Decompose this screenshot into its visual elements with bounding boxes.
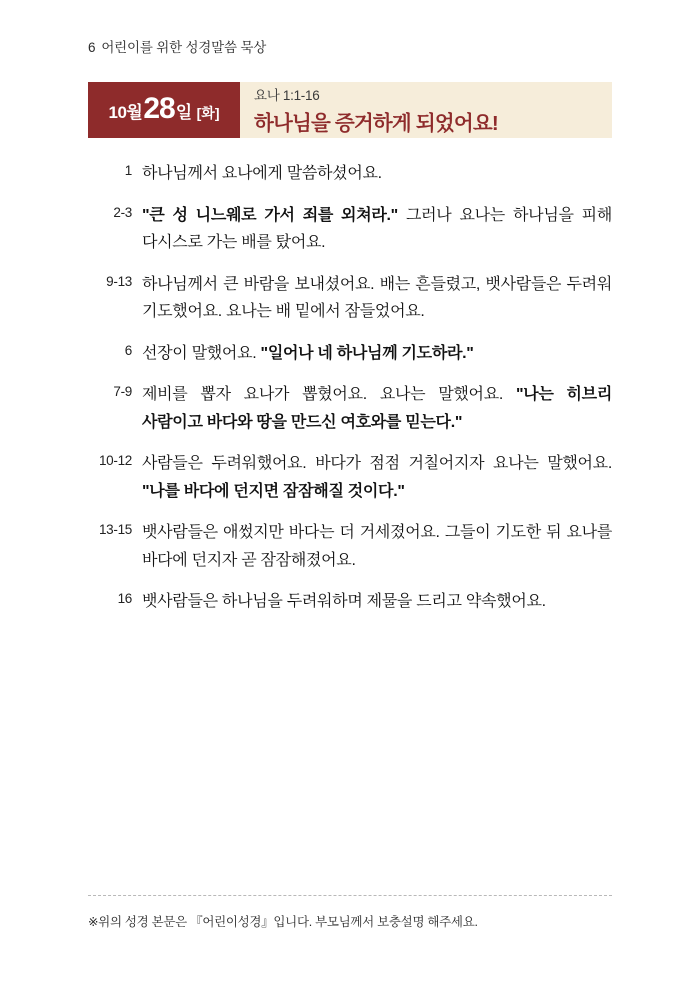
date-month: 10월 xyxy=(108,103,143,122)
verse-number: 9-13 xyxy=(106,273,132,289)
verse-number: 6 xyxy=(124,342,132,358)
verse-plain: 하나님께서 큰 바람을 보내셨어요. 배는 흔들렸고, 뱃사람들은 두려워 기도했어요. 요나는 배 밑에서 잠들었어요. xyxy=(142,275,612,321)
verse-row xyxy=(88,450,612,505)
verse-row xyxy=(88,340,612,368)
footer-note: ※위의 성경 본문은 『어린이성경』입니다. 부모님께서 보충설명 해주세요. xyxy=(88,915,478,929)
running-header xyxy=(88,36,266,56)
verse-row xyxy=(88,519,612,574)
verse-row xyxy=(88,588,612,616)
verse-plain: 제비를 뽑자 요나가 뽑혔어요. 요나는 말했어요. xyxy=(142,386,516,404)
verse-plain: 그러나 요나는 하나님을 피해 다시스로 가는 배를 탔어요. xyxy=(142,206,612,252)
verse-text xyxy=(142,381,612,436)
reference-block xyxy=(240,82,612,138)
verse-number: 10-12 xyxy=(98,453,132,469)
passage-reference: 요나 1:1-16 xyxy=(254,88,320,103)
footer-divider xyxy=(88,895,612,896)
verse-emphasis: "일어나 네 하나님께 기도하라." xyxy=(260,344,474,362)
verse-number: 13-15 xyxy=(98,522,132,538)
verse-emphasis: "큰 성 니느웨로 가서 죄를 외쳐라." xyxy=(142,206,398,224)
verse-text xyxy=(142,340,612,368)
verse-emphasis: "나는 히브리 사람이고 바다와 땅을 만드신 여호와를 믿는다." xyxy=(142,386,612,431)
book-title: 어린이를 위한 성경말씀 묵상 xyxy=(101,40,267,55)
verse-text xyxy=(142,450,612,505)
verse-row xyxy=(88,271,612,326)
verse-plain: 선장이 말했어요. xyxy=(142,344,261,362)
lesson-title-bar xyxy=(88,82,612,138)
date-day-suffix: 일 xyxy=(175,103,192,122)
verse-plain: 사람들은 두려워했어요. 바다가 점점 거칠어지자 요나는 말했어요. xyxy=(142,455,612,473)
verse-number: 16 xyxy=(117,591,132,607)
verse-text xyxy=(142,160,612,188)
verse-row xyxy=(88,202,612,257)
verse-list xyxy=(88,160,612,630)
date-weekday: [화] xyxy=(196,105,220,121)
date-day: 28 xyxy=(143,92,175,125)
verse-plain: 하나님께서 요나에게 말씀하셨어요. xyxy=(142,165,382,182)
verse-text xyxy=(142,519,612,574)
page-number: 6 xyxy=(88,40,96,55)
verse-number: 7-9 xyxy=(113,384,132,400)
verse-row xyxy=(88,381,612,436)
verse-text xyxy=(142,202,612,257)
verse-number: 1 xyxy=(124,163,132,178)
verse-text xyxy=(142,588,612,616)
verse-text xyxy=(142,271,612,326)
lesson-title: 하나님을 증거하게 되었어요! xyxy=(254,112,498,135)
verse-plain: 뱃사람들은 하나님을 두려워하며 제물을 드리고 약속했어요. xyxy=(142,593,546,611)
verse-row xyxy=(88,160,612,188)
verse-emphasis: "나를 바다에 던지면 잠잠해질 것이다." xyxy=(142,482,405,500)
date-block xyxy=(88,82,240,138)
verse-plain: 뱃사람들은 애썼지만 바다는 더 거세졌어요. 그들이 기도한 뒤 요나를 바다에 던지자 곧 잠잠해졌어요. xyxy=(142,524,612,569)
verse-number: 2-3 xyxy=(113,204,132,220)
